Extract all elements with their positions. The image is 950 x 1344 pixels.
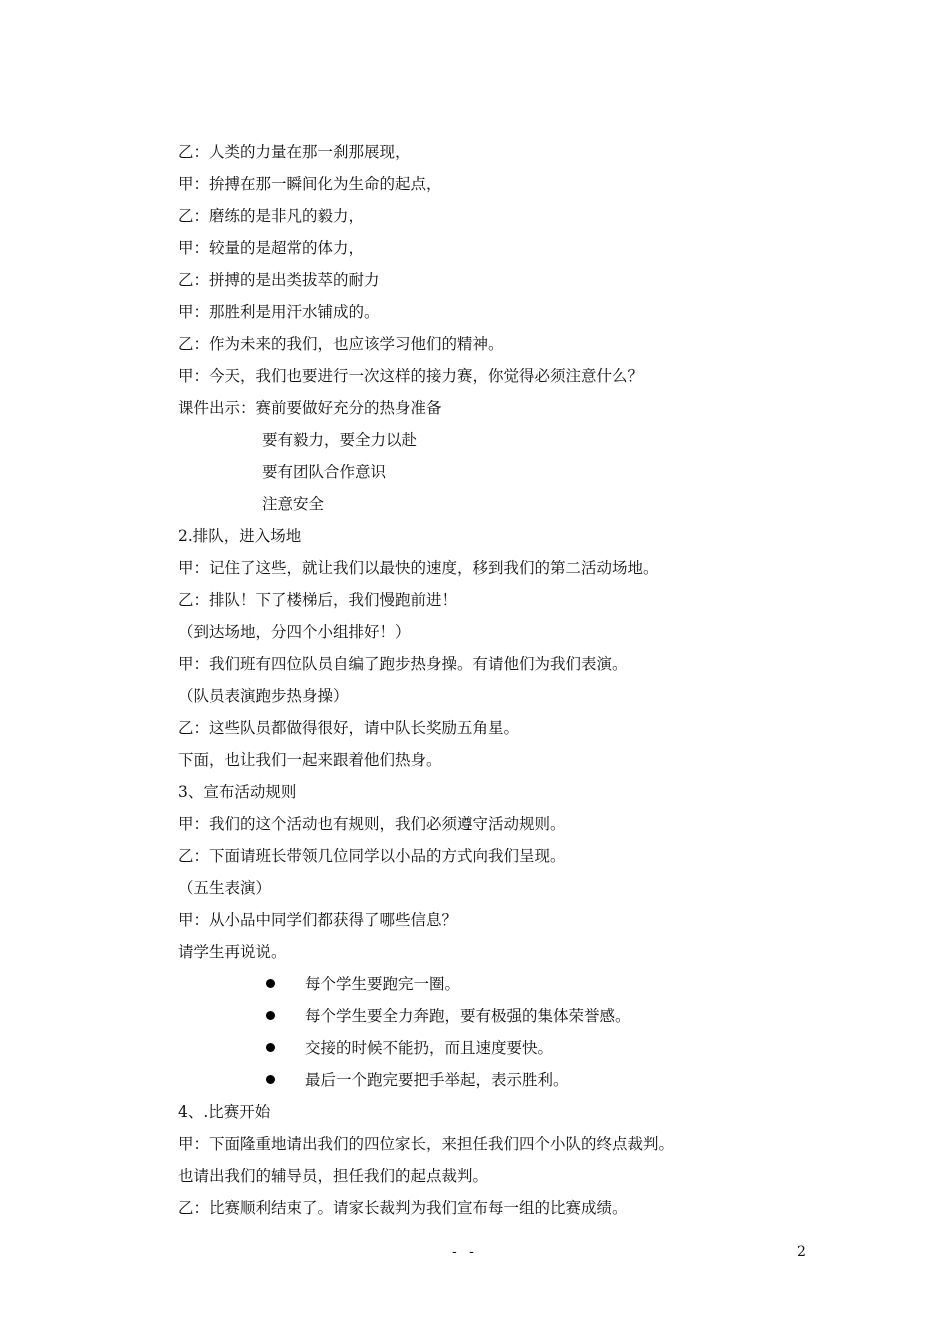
body-text [178, 136, 878, 1224]
text-line: 乙：排队！下了楼梯后，我们慢跑前进！ [178, 591, 458, 609]
text-line: 请学生再说说。 [178, 943, 287, 961]
text-line: 乙：磨练的是非凡的毅力， [178, 207, 365, 225]
text-line-indented: 要有团队合作意识 [262, 463, 387, 481]
text-line: 乙：比赛顺利结束了。请家长裁判为我们宣布每一组的比赛成绩。 [178, 1199, 628, 1217]
text-line: 下面，也让我们一起来跟着他们热身。 [178, 751, 442, 769]
text-line: 甲：我们的这个活动也有规则，我们必须遵守活动规则。 [178, 815, 566, 833]
text-line: 甲：今天，我们也要进行一次这样的接力赛，你觉得必须注意什么？ [178, 367, 644, 385]
text-line: （队员表演跑步热身操） [178, 687, 349, 705]
bullet-icon [266, 1075, 275, 1084]
text-line: 乙：下面请班长带领几位同学以小品的方式向我们呈现。 [178, 847, 566, 865]
bullet-text: 每个学生要跑完一圈。 [305, 975, 461, 993]
text-line: 乙：人类的力量在那一刹那展现， [178, 143, 411, 161]
bullet-icon [266, 979, 275, 988]
text-line: 甲：拚搏在那一瞬间化为生命的起点， [178, 175, 442, 193]
bullet-icon [266, 1043, 275, 1052]
text-line: 甲：那胜利是用汗水铺成的。 [178, 303, 380, 321]
text-line: 课件出示：赛前要做好充分的热身准备 [178, 399, 442, 417]
footer-center-mark: - - [452, 1244, 478, 1260]
section-heading: 2.排队，进入场地 [178, 527, 302, 545]
bullet-text: 交接的时候不能扔，而且速度要快。 [305, 1039, 554, 1057]
text-line: （五生表演） [178, 879, 272, 897]
text-line-indented: 要有毅力，要全力以赴 [262, 431, 418, 449]
text-line: 甲：较量的是超常的体力， [178, 239, 365, 257]
text-line: （到达场地，分四个小组排好！） [178, 623, 411, 641]
bullet-item [178, 1032, 878, 1064]
bullet-item [178, 968, 878, 1000]
text-line: 甲：我们班有四位队员自编了跑步热身操。有请他们为我们表演。 [178, 655, 628, 673]
section-heading: 3、宣布活动规则 [178, 783, 297, 801]
text-line: 也请出我们的辅导员，担任我们的起点裁判。 [178, 1167, 489, 1185]
page-number: 2 [797, 1244, 806, 1260]
text-line: 甲：下面隆重地请出我们的四位家长，来担任我们四个小队的终点裁判。 [178, 1135, 675, 1153]
bullet-item [178, 1000, 878, 1032]
text-line: 乙：这些队员都做得很好，请中队长奖励五角星。 [178, 719, 520, 737]
text-line: 甲：记住了这些，就让我们以最快的速度，移到我们的第二活动场地。 [178, 559, 659, 577]
text-line: 乙：拼搏的是出类拔萃的耐力 [178, 271, 380, 289]
bullet-text: 最后一个跑完要把手举起，表示胜利。 [305, 1071, 569, 1089]
text-line: 乙：作为未来的我们，也应该学习他们的精神。 [178, 335, 504, 353]
bullet-item [178, 1064, 878, 1096]
section-heading: 4、.比赛开始 [178, 1103, 271, 1121]
text-line-indented: 注意安全 [262, 495, 325, 513]
bullet-icon [266, 1011, 275, 1020]
text-line: 甲：从小品中同学们都获得了哪些信息？ [178, 911, 458, 929]
bullet-text: 每个学生要全力奔跑，要有极强的集体荣誉感。 [305, 1007, 631, 1025]
